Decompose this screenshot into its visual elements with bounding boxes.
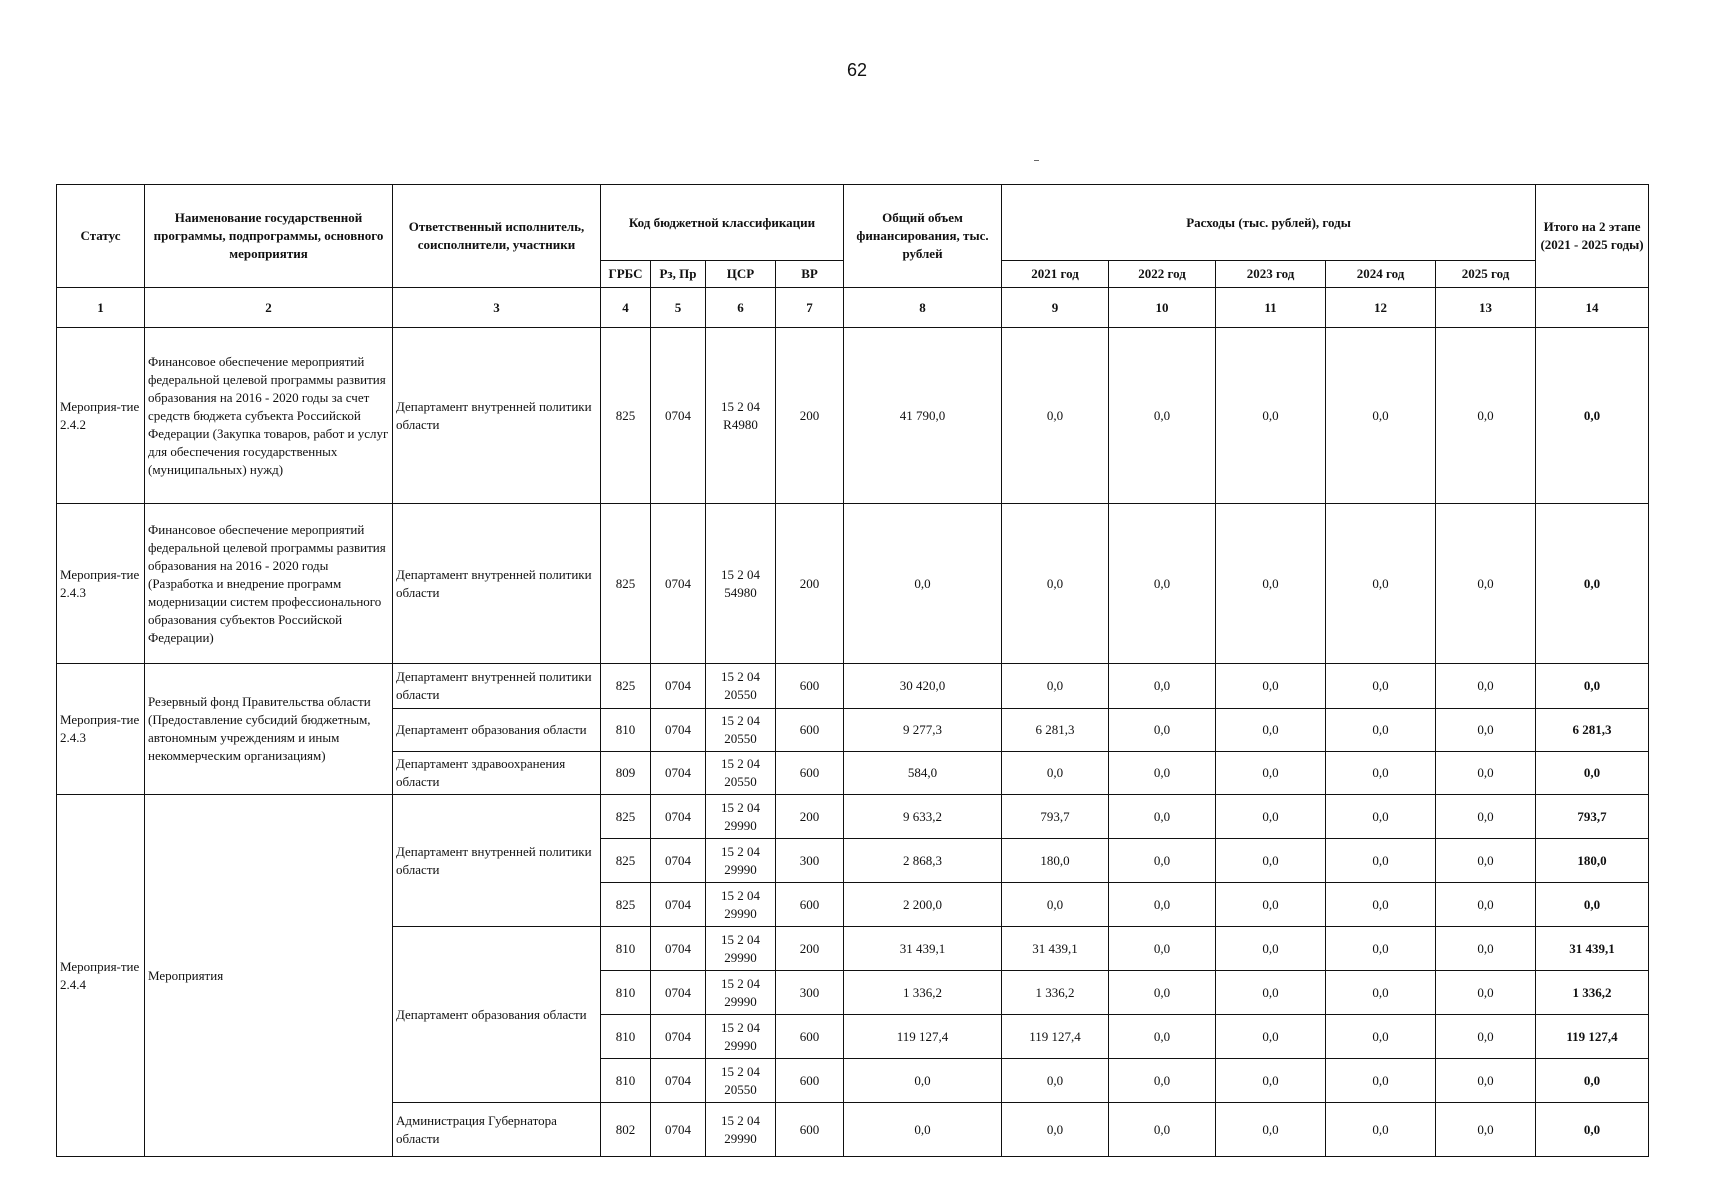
cell-grbs: 802 xyxy=(601,1103,651,1157)
cell-total: 2 868,3 xyxy=(844,839,1002,883)
cell-grbs: 810 xyxy=(601,971,651,1015)
cell-stage-total: 0,0 xyxy=(1536,883,1649,927)
cell-total: 30 420,0 xyxy=(844,664,1002,709)
cell-2024: 0,0 xyxy=(1326,839,1436,883)
cell-vr: 200 xyxy=(776,795,844,839)
cell-2022: 0,0 xyxy=(1109,795,1216,839)
cell-stage-total: 0,0 xyxy=(1536,664,1649,709)
cell-rz-pr: 0704 xyxy=(651,1059,706,1103)
cell-stage-total: 0,0 xyxy=(1536,752,1649,795)
table-header xyxy=(57,185,1649,328)
cell-stage-total: 31 439,1 xyxy=(1536,927,1649,971)
cell-stage-total: 6 281,3 xyxy=(1536,709,1649,752)
cell-2023: 0,0 xyxy=(1216,839,1326,883)
cell-csr: 15 2 04 29990 xyxy=(706,839,776,883)
cell-rz-pr: 0704 xyxy=(651,1103,706,1157)
header-rz-pr: Рз, Пр xyxy=(651,261,706,288)
column-number: 1 xyxy=(57,288,145,328)
cell-stage-total: 0,0 xyxy=(1536,1059,1649,1103)
cell-2021: 6 281,3 xyxy=(1002,709,1109,752)
column-number: 13 xyxy=(1436,288,1536,328)
cell-vr: 600 xyxy=(776,883,844,927)
cell-2021: 0,0 xyxy=(1002,1103,1109,1157)
cell-2024: 0,0 xyxy=(1326,927,1436,971)
table-row xyxy=(57,328,1649,504)
page-number: 62 xyxy=(846,60,868,80)
cell-total: 9 277,3 xyxy=(844,709,1002,752)
cell-rz-pr: 0704 xyxy=(651,504,706,664)
cell-2024: 0,0 xyxy=(1326,709,1436,752)
cell-2024: 0,0 xyxy=(1326,883,1436,927)
header-2024: 2024 год xyxy=(1326,261,1436,288)
cell-2025: 0,0 xyxy=(1436,1103,1536,1157)
cell-stage-total: 0,0 xyxy=(1536,504,1649,664)
cell-total: 9 633,2 xyxy=(844,795,1002,839)
cell-2023: 0,0 xyxy=(1216,664,1326,709)
cell-2022: 0,0 xyxy=(1109,1015,1216,1059)
table-row xyxy=(57,504,1649,664)
cell-2024: 0,0 xyxy=(1326,1015,1436,1059)
cell-2023: 0,0 xyxy=(1216,504,1326,664)
cell-grbs: 825 xyxy=(601,328,651,504)
cell-grbs: 810 xyxy=(601,927,651,971)
cell-rz-pr: 0704 xyxy=(651,971,706,1015)
cell-csr: 15 2 04 29990 xyxy=(706,971,776,1015)
cell-2024: 0,0 xyxy=(1326,504,1436,664)
header-stage-total: Итого на 2 этапе (2021 - 2025 годы) xyxy=(1536,185,1649,288)
cell-csr: 15 2 04 29990 xyxy=(706,1103,776,1157)
cell-total: 2 200,0 xyxy=(844,883,1002,927)
cell-2025: 0,0 xyxy=(1436,328,1536,504)
cell-2025: 0,0 xyxy=(1436,752,1536,795)
cell-csr: 15 2 04 29990 xyxy=(706,795,776,839)
cell-total: 1 336,2 xyxy=(844,971,1002,1015)
cell-vr: 600 xyxy=(776,709,844,752)
cell-2022: 0,0 xyxy=(1109,709,1216,752)
cell-grbs: 825 xyxy=(601,504,651,664)
scan-mark xyxy=(1034,160,1039,161)
cell-vr: 300 xyxy=(776,971,844,1015)
cell-grbs: 810 xyxy=(601,1015,651,1059)
column-number: 8 xyxy=(844,288,1002,328)
row-executor: Департамент внутренней политики области xyxy=(393,504,601,664)
header-expenses: Расходы (тыс. рублей), годы xyxy=(1002,185,1536,261)
row-status: Мероприя-тие 2.4.3 xyxy=(57,504,145,664)
cell-2022: 0,0 xyxy=(1109,839,1216,883)
table-body xyxy=(57,328,1649,1157)
cell-2025: 0,0 xyxy=(1436,1059,1536,1103)
cell-grbs: 810 xyxy=(601,709,651,752)
row-program-name: Финансовое обеспечение мероприятий федеральной целевой программы развития образования на 2016 - 2020 годы за счет средств бюджета субъекта Российской Федерации (Закупка товаров, работ и услуг для обеспечения государственных (муниципальных) нужд) xyxy=(145,328,393,504)
cell-2021: 0,0 xyxy=(1002,504,1109,664)
cell-vr: 200 xyxy=(776,328,844,504)
row-executor: Департамент образования области xyxy=(393,709,601,752)
cell-2023: 0,0 xyxy=(1216,971,1326,1015)
cell-2022: 0,0 xyxy=(1109,504,1216,664)
cell-2022: 0,0 xyxy=(1109,1103,1216,1157)
cell-2025: 0,0 xyxy=(1436,795,1536,839)
cell-vr: 600 xyxy=(776,1103,844,1157)
column-number: 11 xyxy=(1216,288,1326,328)
header-2021: 2021 год xyxy=(1002,261,1109,288)
header-grbs: ГРБС xyxy=(601,261,651,288)
cell-2023: 0,0 xyxy=(1216,927,1326,971)
budget-table xyxy=(56,184,1649,1157)
cell-total: 41 790,0 xyxy=(844,328,1002,504)
column-number: 12 xyxy=(1326,288,1436,328)
column-number: 10 xyxy=(1109,288,1216,328)
cell-2025: 0,0 xyxy=(1436,839,1536,883)
header-csr: ЦСР xyxy=(706,261,776,288)
cell-2022: 0,0 xyxy=(1109,664,1216,709)
cell-total: 119 127,4 xyxy=(844,1015,1002,1059)
cell-csr: 15 2 04 20550 xyxy=(706,709,776,752)
row-executor: Департамент внутренней политики области xyxy=(393,795,601,927)
cell-2021: 31 439,1 xyxy=(1002,927,1109,971)
cell-vr: 200 xyxy=(776,504,844,664)
cell-2023: 0,0 xyxy=(1216,883,1326,927)
cell-rz-pr: 0704 xyxy=(651,839,706,883)
cell-rz-pr: 0704 xyxy=(651,328,706,504)
cell-2022: 0,0 xyxy=(1109,927,1216,971)
cell-total: 0,0 xyxy=(844,1103,1002,1157)
cell-2025: 0,0 xyxy=(1436,883,1536,927)
cell-stage-total: 1 336,2 xyxy=(1536,971,1649,1015)
cell-2024: 0,0 xyxy=(1326,1059,1436,1103)
cell-2025: 0,0 xyxy=(1436,1015,1536,1059)
cell-2024: 0,0 xyxy=(1326,328,1436,504)
cell-2023: 0,0 xyxy=(1216,328,1326,504)
cell-vr: 600 xyxy=(776,752,844,795)
header-2022: 2022 год xyxy=(1109,261,1216,288)
cell-2021: 0,0 xyxy=(1002,752,1109,795)
row-status: Мероприя-тие 2.4.3 xyxy=(57,664,145,795)
row-program-name: Финансовое обеспечение мероприятий федеральной целевой программы развития образования на 2016 - 2020 годы (Разработка и внедрение программ модернизации систем профессионального образования субъектов Российской Федерации) xyxy=(145,504,393,664)
cell-2023: 0,0 xyxy=(1216,1103,1326,1157)
cell-vr: 600 xyxy=(776,664,844,709)
row-status: Мероприя-тие 2.4.2 xyxy=(57,328,145,504)
cell-grbs: 825 xyxy=(601,795,651,839)
header-name: Наименование государственной программы, подпрограммы, основного мероприятия xyxy=(145,185,393,288)
cell-2024: 0,0 xyxy=(1326,752,1436,795)
cell-rz-pr: 0704 xyxy=(651,927,706,971)
cell-2024: 0,0 xyxy=(1326,664,1436,709)
cell-csr: 15 2 04 20550 xyxy=(706,664,776,709)
cell-2025: 0,0 xyxy=(1436,927,1536,971)
cell-csr: 15 2 04 29990 xyxy=(706,1015,776,1059)
cell-stage-total: 119 127,4 xyxy=(1536,1015,1649,1059)
cell-2021: 180,0 xyxy=(1002,839,1109,883)
cell-grbs: 825 xyxy=(601,839,651,883)
cell-csr: 15 2 04 R4980 xyxy=(706,328,776,504)
cell-csr: 15 2 04 54980 xyxy=(706,504,776,664)
cell-grbs: 810 xyxy=(601,1059,651,1103)
cell-2025: 0,0 xyxy=(1436,709,1536,752)
header-total-funding: Общий объем финансирования, тыс. рублей xyxy=(844,185,1002,288)
cell-2023: 0,0 xyxy=(1216,752,1326,795)
header-status: Статус xyxy=(57,185,145,288)
cell-2025: 0,0 xyxy=(1436,971,1536,1015)
row-executor: Департамент здравоохранения области xyxy=(393,752,601,795)
cell-stage-total: 793,7 xyxy=(1536,795,1649,839)
header-vr: ВР xyxy=(776,261,844,288)
cell-total: 584,0 xyxy=(844,752,1002,795)
cell-2023: 0,0 xyxy=(1216,1015,1326,1059)
column-number: 6 xyxy=(706,288,776,328)
cell-vr: 600 xyxy=(776,1015,844,1059)
cell-2021: 1 336,2 xyxy=(1002,971,1109,1015)
cell-2025: 0,0 xyxy=(1436,504,1536,664)
cell-2021: 0,0 xyxy=(1002,883,1109,927)
cell-2022: 0,0 xyxy=(1109,971,1216,1015)
cell-2024: 0,0 xyxy=(1326,971,1436,1015)
cell-2022: 0,0 xyxy=(1109,328,1216,504)
row-program-name: Резервный фонд Правительства области (Предоставление субсидий бюджетным, автономным учреждениям и иным некоммерческим организациям) xyxy=(145,664,393,795)
cell-vr: 300 xyxy=(776,839,844,883)
column-number-row xyxy=(57,288,1649,328)
cell-2021: 0,0 xyxy=(1002,1059,1109,1103)
column-number: 4 xyxy=(601,288,651,328)
cell-total: 31 439,1 xyxy=(844,927,1002,971)
row-program-name: Мероприятия xyxy=(145,795,393,1157)
cell-2023: 0,0 xyxy=(1216,795,1326,839)
cell-rz-pr: 0704 xyxy=(651,664,706,709)
cell-grbs: 809 xyxy=(601,752,651,795)
cell-2023: 0,0 xyxy=(1216,709,1326,752)
cell-total: 0,0 xyxy=(844,1059,1002,1103)
cell-vr: 600 xyxy=(776,1059,844,1103)
cell-rz-pr: 0704 xyxy=(651,795,706,839)
column-number: 9 xyxy=(1002,288,1109,328)
cell-stage-total: 0,0 xyxy=(1536,328,1649,504)
cell-csr: 15 2 04 20550 xyxy=(706,752,776,795)
column-number: 14 xyxy=(1536,288,1649,328)
cell-grbs: 825 xyxy=(601,664,651,709)
cell-2022: 0,0 xyxy=(1109,883,1216,927)
cell-rz-pr: 0704 xyxy=(651,709,706,752)
row-status: Мероприя-тие 2.4.4 xyxy=(57,795,145,1157)
cell-2024: 0,0 xyxy=(1326,1103,1436,1157)
table-row xyxy=(57,795,1649,839)
cell-2021: 0,0 xyxy=(1002,328,1109,504)
cell-2022: 0,0 xyxy=(1109,752,1216,795)
header-2025: 2025 год xyxy=(1436,261,1536,288)
cell-2022: 0,0 xyxy=(1109,1059,1216,1103)
row-executor: Департамент образования области xyxy=(393,927,601,1103)
header-budget-code: Код бюджетной классификации xyxy=(601,185,844,261)
cell-total: 0,0 xyxy=(844,504,1002,664)
column-number: 7 xyxy=(776,288,844,328)
cell-csr: 15 2 04 29990 xyxy=(706,927,776,971)
table-row xyxy=(57,664,1649,709)
column-number: 5 xyxy=(651,288,706,328)
column-number: 3 xyxy=(393,288,601,328)
cell-rz-pr: 0704 xyxy=(651,752,706,795)
cell-2025: 0,0 xyxy=(1436,664,1536,709)
cell-rz-pr: 0704 xyxy=(651,883,706,927)
cell-stage-total: 0,0 xyxy=(1536,1103,1649,1157)
column-number: 2 xyxy=(145,288,393,328)
row-executor: Департамент внутренней политики области xyxy=(393,664,601,709)
cell-2021: 119 127,4 xyxy=(1002,1015,1109,1059)
header-2023: 2023 год xyxy=(1216,261,1326,288)
row-executor: Департамент внутренней политики области xyxy=(393,328,601,504)
cell-csr: 15 2 04 29990 xyxy=(706,883,776,927)
cell-grbs: 825 xyxy=(601,883,651,927)
cell-vr: 200 xyxy=(776,927,844,971)
cell-csr: 15 2 04 20550 xyxy=(706,1059,776,1103)
row-executor: Администрация Губернатора области xyxy=(393,1103,601,1157)
cell-2021: 0,0 xyxy=(1002,664,1109,709)
cell-stage-total: 180,0 xyxy=(1536,839,1649,883)
cell-2023: 0,0 xyxy=(1216,1059,1326,1103)
cell-2024: 0,0 xyxy=(1326,795,1436,839)
cell-2021: 793,7 xyxy=(1002,795,1109,839)
cell-rz-pr: 0704 xyxy=(651,1015,706,1059)
header-executor: Ответственный исполнитель, соисполнители, участники xyxy=(393,185,601,288)
